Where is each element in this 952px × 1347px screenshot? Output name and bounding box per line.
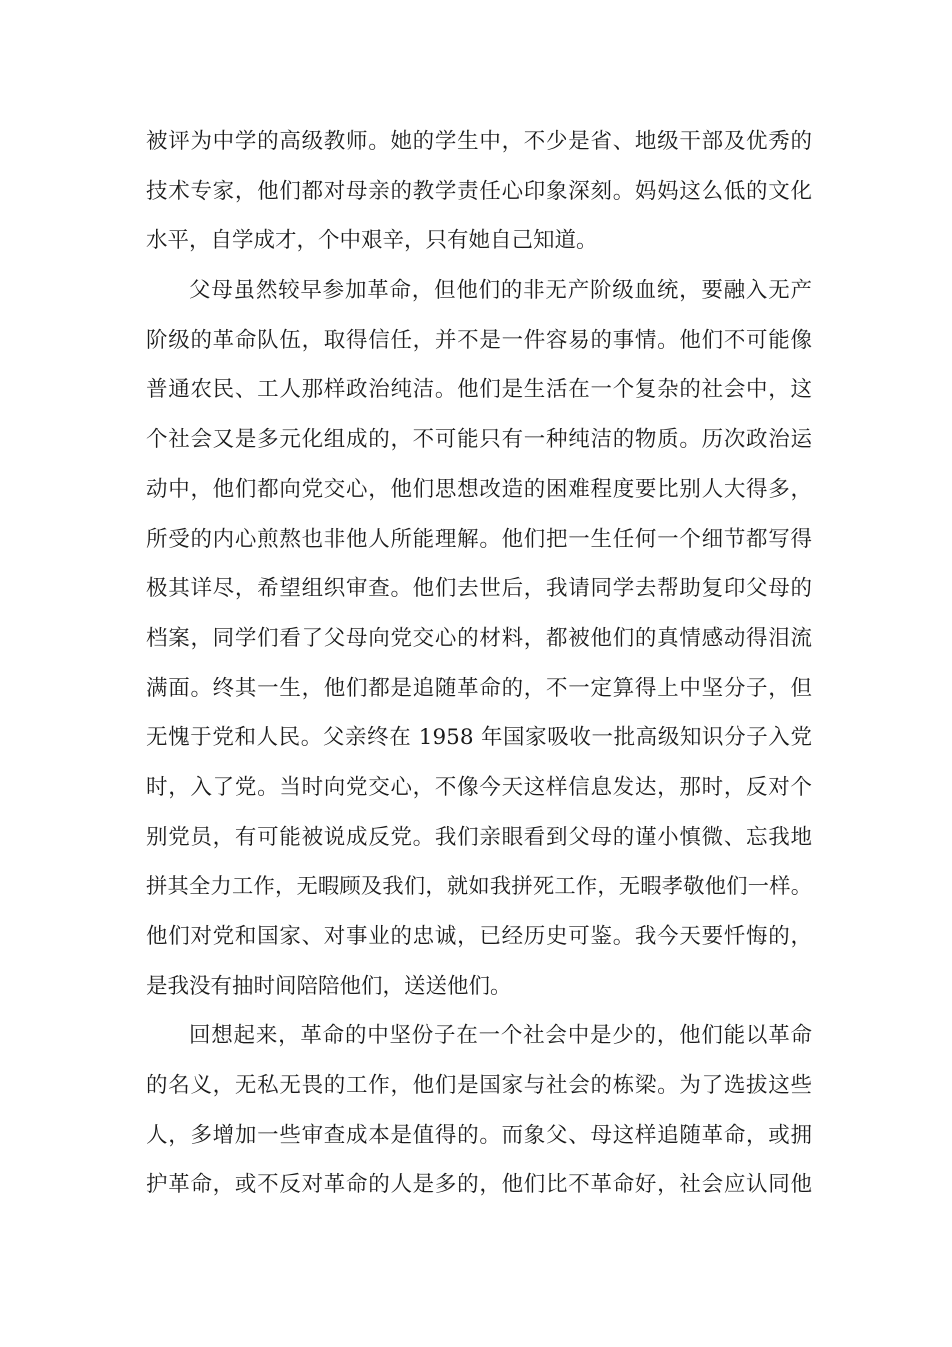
text-line: 普通农民、工人那样政治纯洁。他们是生活在一个复杂的社会中，这 <box>146 377 812 403</box>
text-line: 阶级的革命队伍，取得信任，并不是一件容易的事情。他们不可能像 <box>146 327 812 353</box>
paragraph-first-line: 父母虽然较早参加革命，但他们的非无产阶级血统，要融入无产 <box>189 278 812 304</box>
text-line: 别党员，有可能被说成反党。我们亲眼看到父母的谨小慎微、忘我地 <box>146 824 812 850</box>
body-text <box>146 117 812 1210</box>
text-line: 满面。终其一生，他们都是追随革命的，不一定算得上中坚分子，但 <box>146 675 812 701</box>
text-line: 极其详尽，希望组织审查。他们去世后，我请同学去帮助复印父母的 <box>146 576 812 602</box>
text-line: 人，多增加一些审查成本是值得的。而象父、母这样追随革命，或拥 <box>146 1122 812 1148</box>
text-line: 水平，自学成才，个中艰辛，只有她自己知道。 <box>146 228 598 254</box>
text-line: 时，入了党。当时向党交心，不像今天这样信息发达，那时，反对个 <box>146 774 812 800</box>
text-line: 是我没有抽时间陪陪他们，送送他们。 <box>146 973 512 999</box>
paragraph-first-line: 回想起来，革命的中坚份子在一个社会中是少的，他们能以革命 <box>189 1023 812 1049</box>
text-line: 档案，同学们看了父母向党交心的材料，都被他们的真情感动得泪流 <box>146 625 812 651</box>
text-line: 动中，他们都向党交心，他们思想改造的困难程度要比别人大得多， <box>146 476 812 502</box>
text-line: 所受的内心煎熬也非他人所能理解。他们把一生任何一个细节都写得 <box>146 526 812 552</box>
text-line: 无愧于党和人民。父亲终在 1958 年国家吸收一批高级知识分子入党 <box>146 725 812 751</box>
text-line: 拼其全力工作，无暇顾及我们，就如我拼死工作，无暇孝敬他们一样。 <box>146 874 812 900</box>
text-line: 个社会又是多元化组成的，不可能只有一种纯洁的物质。历次政治运 <box>146 427 812 453</box>
text-line: 护革命，或不反对革命的人是多的，他们比不革命好，社会应认同他 <box>146 1172 812 1198</box>
text-line: 被评为中学的高级教师。她的学生中，不少是省、地级干部及优秀的 <box>146 129 812 154</box>
text-line: 技术专家，他们都对母亲的教学责任心印象深刻。妈妈这么低的文化 <box>146 178 812 204</box>
text-line: 的名义，无私无畏的工作，他们是国家与社会的栋梁。为了选拔这些 <box>146 1073 812 1099</box>
text-line: 他们对党和国家、对事业的忠诚，已经历史可鉴。我今天要忏悔的， <box>146 924 812 949</box>
